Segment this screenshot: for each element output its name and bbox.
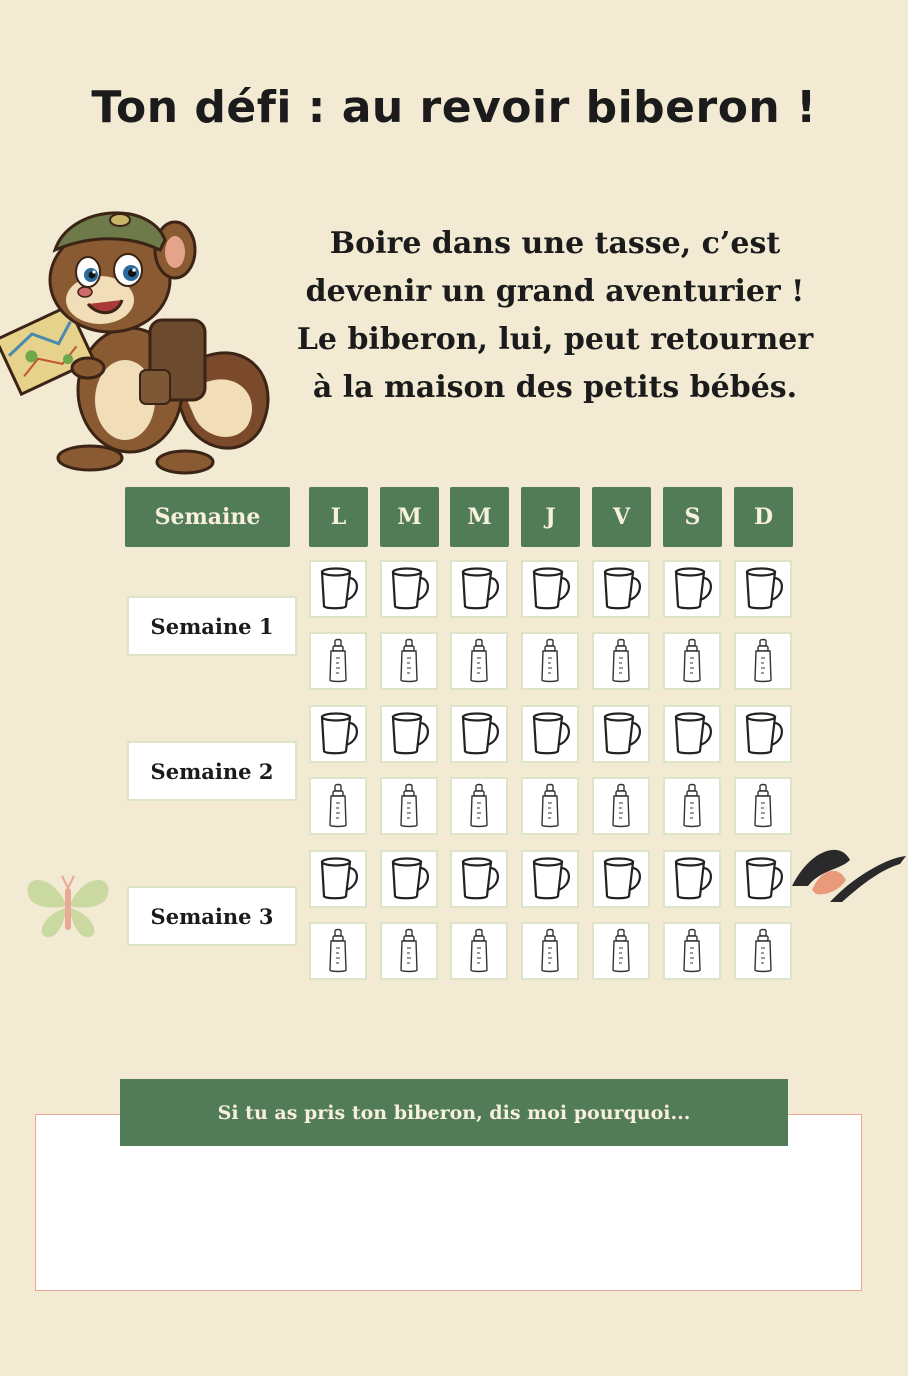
week-label-2: Semaine 2 (127, 741, 297, 801)
header-day-sat: S (663, 487, 722, 547)
week1-thu-cup-cell[interactable] (521, 560, 579, 618)
week3-wed-cup-cell[interactable] (450, 850, 508, 908)
bottle-icon (751, 783, 775, 829)
week1-fri-cup-cell[interactable] (592, 560, 650, 618)
bottle-icon (538, 783, 562, 829)
week1-sat-cup-cell[interactable] (663, 560, 721, 618)
cup-icon (528, 566, 572, 612)
bottle-icon (467, 638, 491, 684)
header-day-wed: M (450, 487, 509, 547)
week3-thu-cup-cell[interactable] (521, 850, 579, 908)
cup-icon (387, 711, 431, 757)
bottle-icon (467, 928, 491, 974)
week3-mon-bottle-cell[interactable] (309, 922, 367, 980)
week1-wed-cup-cell[interactable] (450, 560, 508, 618)
week3-sun-bottle-cell[interactable] (734, 922, 792, 980)
header-day-thu: J (521, 487, 580, 547)
bottle-icon (467, 783, 491, 829)
week2-sun-bottle-cell[interactable] (734, 777, 792, 835)
bottle-icon (326, 783, 350, 829)
bottle-icon (680, 638, 704, 684)
week1-sat-bottle-cell[interactable] (663, 632, 721, 690)
week2-sat-bottle-cell[interactable] (663, 777, 721, 835)
bottle-icon (680, 783, 704, 829)
header-week: Semaine (125, 487, 290, 547)
cup-icon (387, 566, 431, 612)
cup-icon (599, 856, 643, 902)
bottle-icon (397, 928, 421, 974)
bottle-icon (538, 928, 562, 974)
cup-icon (457, 711, 501, 757)
note-banner: Si tu as pris ton biberon, dis moi pourquoi... (120, 1079, 788, 1146)
week2-fri-bottle-cell[interactable] (592, 777, 650, 835)
cup-icon (599, 711, 643, 757)
week1-fri-bottle-cell[interactable] (592, 632, 650, 690)
cup-icon (316, 566, 360, 612)
week2-wed-bottle-cell[interactable] (450, 777, 508, 835)
week1-mon-bottle-cell[interactable] (309, 632, 367, 690)
week3-fri-cup-cell[interactable] (592, 850, 650, 908)
header-day-tue: M (380, 487, 439, 547)
week3-wed-bottle-cell[interactable] (450, 922, 508, 980)
cup-icon (528, 856, 572, 902)
week2-sat-cup-cell[interactable] (663, 705, 721, 763)
week1-mon-cup-cell[interactable] (309, 560, 367, 618)
decorative-brush-strokes (790, 840, 908, 908)
header-day-fri: V (592, 487, 651, 547)
bottle-icon (538, 638, 562, 684)
week1-sun-bottle-cell[interactable] (734, 632, 792, 690)
week3-mon-cup-cell[interactable] (309, 850, 367, 908)
week3-sat-cup-cell[interactable] (663, 850, 721, 908)
week2-mon-cup-cell[interactable] (309, 705, 367, 763)
week2-sun-cup-cell[interactable] (734, 705, 792, 763)
bottle-icon (751, 928, 775, 974)
week2-tue-bottle-cell[interactable] (380, 777, 438, 835)
week3-sat-bottle-cell[interactable] (663, 922, 721, 980)
cup-icon (741, 856, 785, 902)
cup-icon (670, 711, 714, 757)
week2-mon-bottle-cell[interactable] (309, 777, 367, 835)
week2-thu-cup-cell[interactable] (521, 705, 579, 763)
cup-icon (670, 856, 714, 902)
week3-sun-cup-cell[interactable] (734, 850, 792, 908)
bottle-icon (326, 928, 350, 974)
week3-tue-bottle-cell[interactable] (380, 922, 438, 980)
week-label-3: Semaine 3 (127, 886, 297, 946)
week2-tue-cup-cell[interactable] (380, 705, 438, 763)
bottle-icon (609, 783, 633, 829)
cup-icon (457, 566, 501, 612)
header-day-mon: L (309, 487, 368, 547)
week-label-1: Semaine 1 (127, 596, 297, 656)
bottle-icon (326, 638, 350, 684)
week2-fri-cup-cell[interactable] (592, 705, 650, 763)
cup-icon (528, 711, 572, 757)
bottle-icon (751, 638, 775, 684)
header-day-sun: D (734, 487, 793, 547)
squirrel-explorer-illustration (0, 200, 280, 480)
week1-tue-cup-cell[interactable] (380, 560, 438, 618)
week2-thu-bottle-cell[interactable] (521, 777, 579, 835)
week1-wed-bottle-cell[interactable] (450, 632, 508, 690)
bottle-icon (680, 928, 704, 974)
cup-icon (599, 566, 643, 612)
cup-icon (316, 711, 360, 757)
bottle-icon (609, 638, 633, 684)
cup-icon (457, 856, 501, 902)
week1-tue-bottle-cell[interactable] (380, 632, 438, 690)
bottle-icon (397, 638, 421, 684)
cup-icon (741, 711, 785, 757)
cup-icon (741, 566, 785, 612)
bottle-icon (397, 783, 421, 829)
bottle-icon (609, 928, 633, 974)
cup-icon (387, 856, 431, 902)
cup-icon (316, 856, 360, 902)
week2-wed-cup-cell[interactable] (450, 705, 508, 763)
intro-text: Boire dans une tasse, c’est devenir un grand aventurier ! Le biberon, lui, peut retourner à la maison des petits bébés. (296, 226, 814, 405)
page-title: Ton défi : au revoir biberon ! (91, 82, 817, 133)
week3-fri-bottle-cell[interactable] (592, 922, 650, 980)
week1-sun-cup-cell[interactable] (734, 560, 792, 618)
cup-icon (670, 566, 714, 612)
week3-tue-cup-cell[interactable] (380, 850, 438, 908)
week3-thu-bottle-cell[interactable] (521, 922, 579, 980)
butterfly-illustration (22, 870, 114, 942)
week1-thu-bottle-cell[interactable] (521, 632, 579, 690)
